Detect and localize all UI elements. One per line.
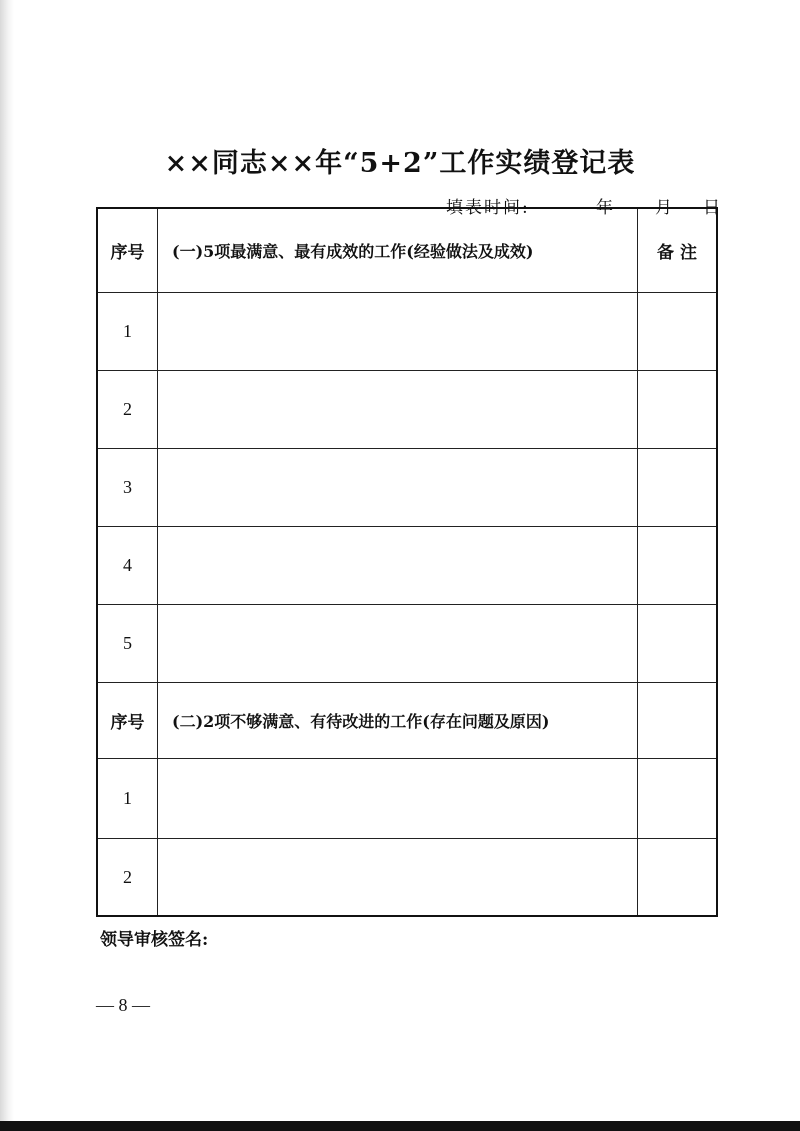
section1-header-row [98,209,716,293]
page-number: — 8 — [96,995,150,1015]
row-number: 5 [98,605,158,682]
table-row [98,449,716,527]
table-row [98,759,716,839]
row-number: 1 [98,293,158,370]
work-content-cell[interactable] [158,759,638,838]
form-title: ××同志××年“5+2”工作实绩登记表 [164,148,636,179]
scan-edge-bottom [0,1121,800,1131]
section1-header-num: 序号 [98,209,158,292]
work-content-cell[interactable] [158,605,638,682]
row-number: 2 [98,371,158,448]
section2-header-remark [638,683,716,758]
table-row [98,527,716,605]
leader-signature-label: 领导审核签名: [100,930,209,950]
remark-cell[interactable] [638,293,716,370]
table-row [98,839,716,915]
remark-cell[interactable] [638,449,716,526]
row-number: 3 [98,449,158,526]
section2-header-row [98,683,716,759]
section1-header-content: (一)5项最满意、最有成效的工作(经验做法及成效) [158,209,638,292]
remark-cell[interactable] [638,605,716,682]
row-number: 4 [98,527,158,604]
fill-date-year: 年 [596,198,613,218]
record-table [96,207,718,917]
work-content-cell[interactable] [158,839,638,915]
remark-cell[interactable] [638,839,716,915]
work-content-cell[interactable] [158,449,638,526]
fill-date-month: 月 [655,198,672,218]
row-number: 1 [98,759,158,838]
fill-date-day: 日 [703,198,720,218]
table-row [98,605,716,683]
table-row [98,371,716,449]
remark-cell[interactable] [638,371,716,448]
remark-cell[interactable] [638,527,716,604]
table-row [98,293,716,371]
work-content-cell[interactable] [158,293,638,370]
section2-header-num: 序号 [98,683,158,758]
fill-date-label: 填表时间: [446,198,530,218]
work-content-cell[interactable] [158,527,638,604]
remark-cell[interactable] [638,759,716,838]
section1-header-remark: 备 注 [657,243,697,263]
work-content-cell[interactable] [158,371,638,448]
row-number: 2 [98,839,158,915]
section2-header-content: (二)2项不够满意、有待改进的工作(存在问题及原因) [158,683,638,758]
